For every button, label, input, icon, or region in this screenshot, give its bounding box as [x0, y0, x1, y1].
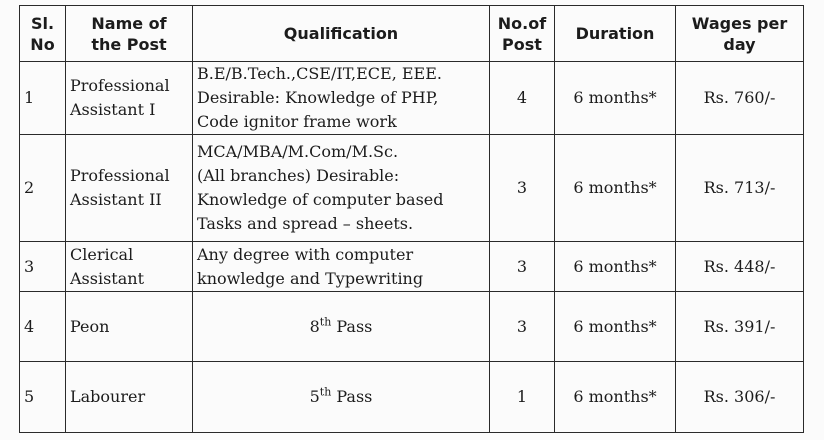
duration-cell: 6 months*: [555, 242, 676, 292]
no-of-post-cell: 3: [490, 242, 555, 292]
header-wages-per-day: Wages per day: [676, 6, 804, 62]
header-row: [20, 6, 804, 62]
qualification-cell: 8th Pass: [193, 292, 490, 362]
sl-no-cell: 4: [20, 292, 66, 362]
duration-cell: 6 months*: [555, 292, 676, 362]
post-name-cell: Peon: [66, 292, 193, 362]
header-sl-no: Sl. No: [20, 6, 66, 62]
posts-table: [19, 5, 804, 433]
duration-cell: 6 months*: [555, 62, 676, 135]
wages-cell: Rs. 391/-: [676, 292, 804, 362]
sl-no-cell: 3: [20, 242, 66, 292]
table-row: [20, 362, 804, 433]
post-name-cell: Clerical Assistant: [66, 242, 193, 292]
table-row: [20, 242, 804, 292]
header-name-of-post: Name of the Post: [66, 6, 193, 62]
no-of-post-cell: 3: [490, 135, 555, 242]
sl-no-cell: 5: [20, 362, 66, 433]
sl-no-cell: 1: [20, 62, 66, 135]
qualification-cell: B.E/B.Tech.,CSE/IT,ECE, EEE. Desirable: Knowledge of PHP, Code ignitor frame work: [193, 62, 490, 135]
post-name-cell: Professional Assistant II: [66, 135, 193, 242]
header-qualification: Qualification: [193, 6, 490, 62]
post-name-cell: Labourer: [66, 362, 193, 433]
header-duration: Duration: [555, 6, 676, 62]
qualification-cell: 5th Pass: [193, 362, 490, 433]
qualification-cell: MCA/MBA/M.Com/M.Sc. (All branches) Desirable: Knowledge of computer based Tasks and spread – sheets.: [193, 135, 490, 242]
table-row: [20, 292, 804, 362]
duration-cell: 6 months*: [555, 362, 676, 433]
post-name-cell: Professional Assistant I: [66, 62, 193, 135]
table-row: [20, 135, 804, 242]
wages-cell: Rs. 713/-: [676, 135, 804, 242]
sl-no-cell: 2: [20, 135, 66, 242]
header-no-of-post: No.of Post: [490, 6, 555, 62]
duration-cell: 6 months*: [555, 135, 676, 242]
wages-cell: Rs. 448/-: [676, 242, 804, 292]
no-of-post-cell: 3: [490, 292, 555, 362]
wages-cell: Rs. 306/-: [676, 362, 804, 433]
wages-cell: Rs. 760/-: [676, 62, 804, 135]
no-of-post-cell: 1: [490, 362, 555, 433]
qualification-cell: Any degree with computer knowledge and Typewriting: [193, 242, 490, 292]
table-row: [20, 62, 804, 135]
no-of-post-cell: 4: [490, 62, 555, 135]
